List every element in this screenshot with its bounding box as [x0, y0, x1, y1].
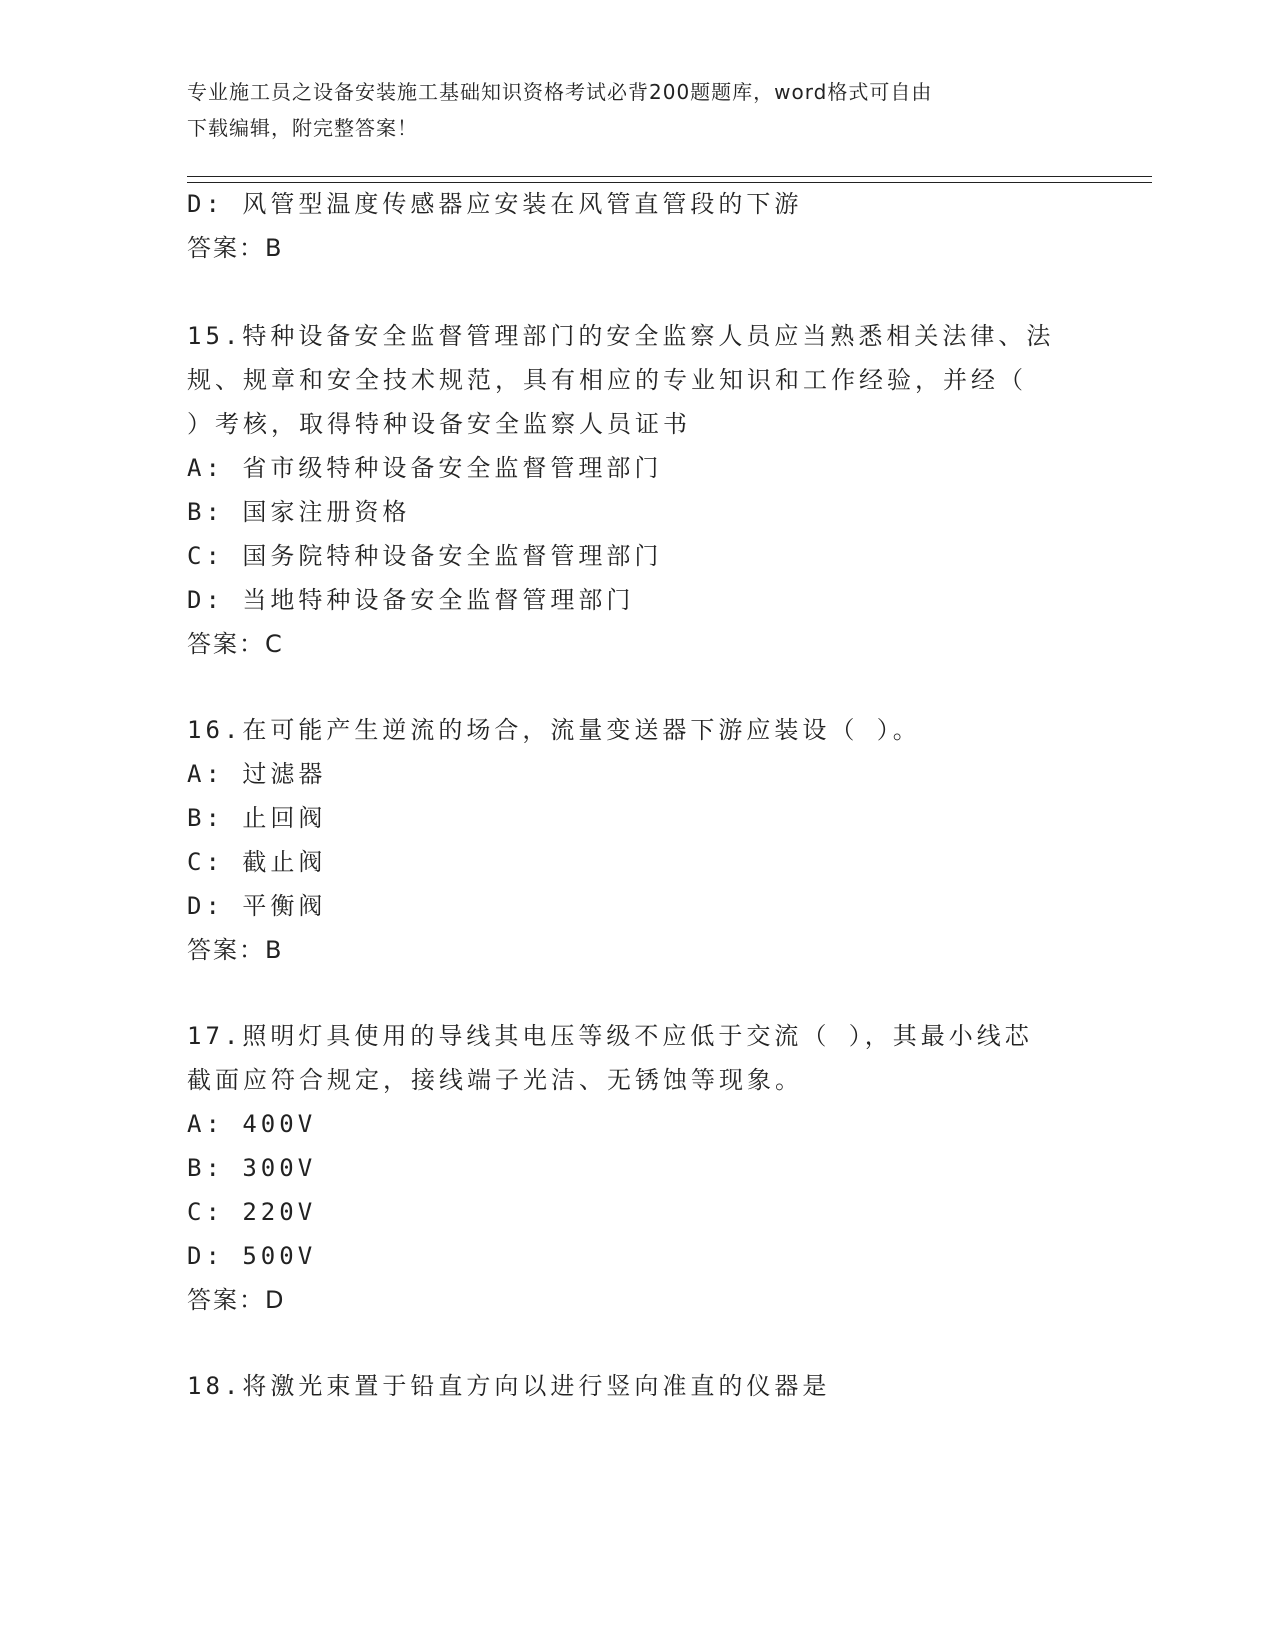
header-divider-bottom: [187, 182, 1152, 183]
q14-option-d: D: 风管型温度传感器应安装在风管直管段的下游: [187, 190, 803, 218]
q17-stem-line-2: 截面应符合规定，接线端子光洁、无锈蚀等现象。: [187, 1066, 803, 1094]
q16-option-a: A: 过滤器: [187, 760, 327, 788]
q17-option-d: D: 500V: [187, 1242, 317, 1270]
q17-option-b: B: 300V: [187, 1154, 317, 1182]
q16-stem-line-1: 16.在可能产生逆流的场合，流量变送器下游应装设（ ）。: [187, 716, 921, 744]
q16-option-d: D: 平衡阀: [187, 892, 327, 920]
q15-option-b: B: 国家注册资格: [187, 498, 411, 526]
header-line-2: 下载编辑，附完整答案！: [187, 116, 418, 140]
q15-stem-line-3: ）考核，取得特种设备安全监察人员证书: [187, 410, 691, 438]
q15-stem-line-1: 15.特种设备安全监督管理部门的安全监察人员应当熟悉相关法律、法: [187, 322, 1055, 350]
header-line-1: 专业施工员之设备安装施工基础知识资格考试必背200题题库，word格式可自由: [187, 80, 933, 104]
q15-answer: 答案：C: [187, 630, 284, 658]
q17-stem-line-1: 17.照明灯具使用的导线其电压等级不应低于交流（ ），其最小线芯: [187, 1022, 1033, 1050]
q17-option-a: A: 400V: [187, 1110, 317, 1138]
q15-option-c: C: 国务院特种设备安全监督管理部门: [187, 542, 663, 570]
q18-stem-line-1: 18.将激光束置于铅直方向以进行竖向准直的仪器是: [187, 1372, 831, 1400]
q15-option-d: D: 当地特种设备安全监督管理部门: [187, 586, 635, 614]
header-divider-top: [187, 176, 1152, 177]
q16-option-b: B: 止回阀: [187, 804, 327, 832]
q15-stem-line-2: 规、规章和安全技术规范，具有相应的专业知识和工作经验，并经（: [187, 366, 1027, 394]
q17-answer: 答案：D: [187, 1286, 286, 1314]
q16-answer: 答案：B: [187, 936, 284, 964]
q15-option-a: A: 省市级特种设备安全监督管理部门: [187, 454, 663, 482]
q14-answer: 答案：B: [187, 234, 284, 262]
q17-option-c: C: 220V: [187, 1198, 317, 1226]
document-header: [187, 74, 1087, 146]
q16-option-c: C: 截止阀: [187, 848, 327, 876]
